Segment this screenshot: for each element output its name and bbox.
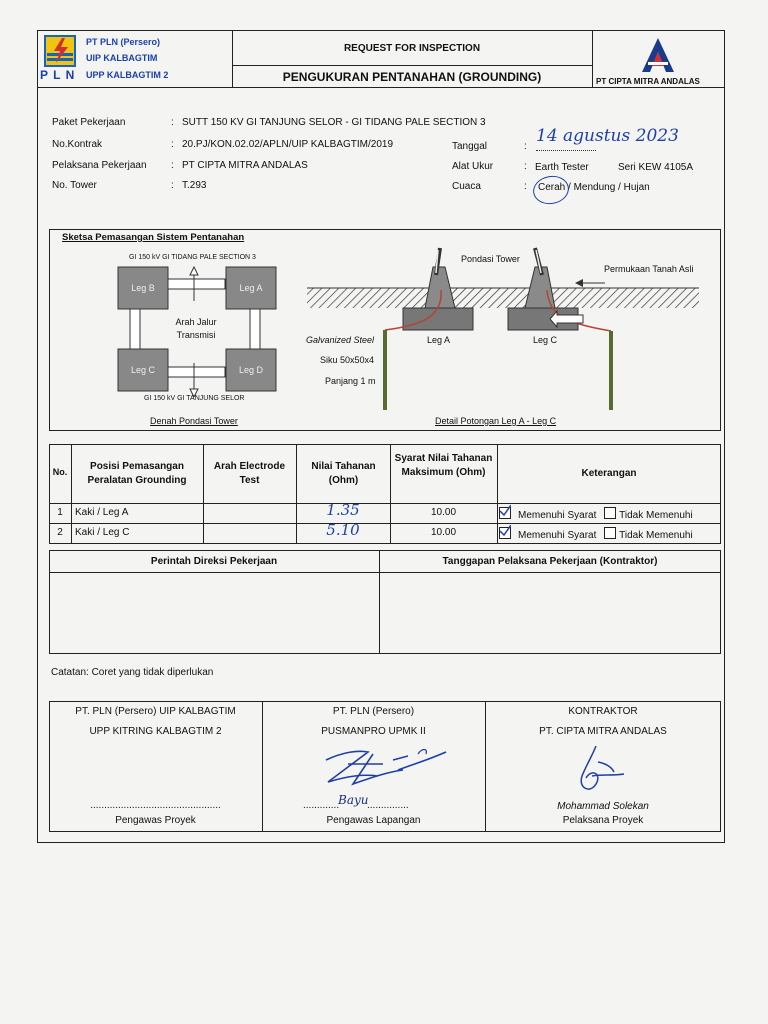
panjang-label: Panjang 1 m xyxy=(325,376,376,386)
tanggal-value: 14 agustus 2023 xyxy=(536,126,679,146)
row2-memenuhi-checkbox[interactable] xyxy=(499,527,511,539)
tanggal-label: Tanggal xyxy=(452,141,488,152)
row2-tidak-label: Tidak Memenuhi xyxy=(619,530,693,541)
sig1-role: Pengawas Proyek xyxy=(115,815,196,826)
row1-memenuhi-label: Memenuhi Syarat xyxy=(518,510,597,521)
cuaca-value: Cerah / Mendung / Hujan xyxy=(538,182,650,193)
detail-leg-c-label: Leg C xyxy=(533,335,558,345)
sig3-signature-image xyxy=(568,742,628,797)
sig2-dots2: ............... xyxy=(367,800,409,811)
leg-c-label: Leg C xyxy=(130,365,156,375)
row1-tidak-checkbox[interactable] xyxy=(604,507,616,519)
arah-jalur-label: Arah Jalur xyxy=(175,317,217,327)
pelaksana-label: Pelaksana Pekerjaan xyxy=(52,160,147,171)
transmisi-label: Transmisi xyxy=(176,330,216,340)
sig1-org2: UPP KITRING KALBAGTIM 2 xyxy=(89,726,222,737)
catatan-note: Catatan: Coret yang tidak diperlukan xyxy=(51,667,214,678)
th-no: No. xyxy=(52,467,68,477)
kontrak-label: No.Kontrak xyxy=(52,139,103,150)
seri-value: Seri KEW 4105A xyxy=(618,162,694,173)
sig2-role: Pengawas Lapangan xyxy=(326,815,421,826)
kontrak-value: 20.PJ/KON.02.02/APLN/UIP KALBAGTIM/2019 xyxy=(182,139,394,150)
sig2-org1: PT. PLN (Persero) xyxy=(332,706,415,717)
galvanized-label: Galvanized Steel xyxy=(306,335,375,345)
pln-company: PT PLN (Persero) xyxy=(86,37,161,47)
leg-b-label: Leg B xyxy=(131,283,155,293)
pondasi-tower-label: Pondasi Tower xyxy=(461,254,520,264)
tanggal-dotted-line xyxy=(536,150,596,151)
row1-syarat: 10.00 xyxy=(430,507,457,518)
th-nilai: Nilai Tahanan (Ohm) xyxy=(311,461,376,486)
row2-memenuhi-label: Memenuhi Syarat xyxy=(518,530,597,541)
siku-label: Siku 50x50x4 xyxy=(320,355,375,365)
row2-tidak-checkbox[interactable] xyxy=(604,527,616,539)
sig3-org2: PT. CIPTA MITRA ANDALAS xyxy=(539,726,667,737)
row2-no: 2 xyxy=(57,527,63,538)
gi-bottom-label: GI 150 kV GI TANJUNG SELOR xyxy=(144,395,245,402)
row2-posisi: Kaki / Leg C xyxy=(75,527,130,538)
detail-caption: Detail Potongan Leg A - Leg C xyxy=(435,416,557,426)
th-syarat: Syarat Nilai Tahanan Maksimum (Ohm) xyxy=(394,453,493,478)
row2-nilai: 5.10 xyxy=(326,521,360,539)
leg-d-label: Leg D xyxy=(238,365,264,375)
sig2-signature-image xyxy=(318,742,453,792)
row2-keterangan xyxy=(499,527,693,541)
pln-logo-text: P L N xyxy=(40,68,76,82)
sig1-org1: PT. PLN (Persero) UIP KALBAGTIM xyxy=(75,706,236,717)
pln-unit: UIP KALBAGTIM xyxy=(86,53,158,63)
paket-value: SUTT 150 KV GI TANJUNG SELOR - GI TIDANG PALE SECTION 3 xyxy=(182,117,486,128)
doc-title: PENGUKURAN PENTANAHAN (GROUNDING) xyxy=(282,70,542,84)
detail-leg-a-label: Leg A xyxy=(427,335,451,345)
row2-syarat: 10.00 xyxy=(430,527,457,538)
cma-logo-icon xyxy=(638,36,678,74)
tower-label: No. Tower xyxy=(52,180,97,191)
row1-memenuhi-checkbox[interactable] xyxy=(499,507,511,519)
alat-value: Earth Tester xyxy=(535,162,589,173)
sig2-org2: PUSMANPRO UPMK II xyxy=(321,726,426,737)
permukaan-label: Permukaan Tanah Asli xyxy=(604,264,694,274)
denah-caption: Denah Pondasi Tower xyxy=(150,416,238,426)
cuaca-label: Cuaca xyxy=(452,181,481,192)
sig3-name: Mohammad Solekan xyxy=(557,801,649,812)
sig2-name: Bayu xyxy=(338,793,369,807)
gi-top-label: GI 150 kV GI TIDANG PALE SECTION 3 xyxy=(129,254,256,261)
tower-value: T.293 xyxy=(182,180,207,191)
row1-tidak-label: Tidak Memenuhi xyxy=(619,510,693,521)
sig3-role: Pelaksana Proyek xyxy=(562,815,644,826)
th-keterangan: Keterangan xyxy=(581,468,637,479)
perintah-header: Perintah Direksi Pekerjaan xyxy=(150,556,278,567)
th-arah: Arah Electrode Test xyxy=(213,461,286,486)
contractor-name: PT CIPTA MITRA ANDALAS xyxy=(596,77,700,86)
th-posisi: Posisi Pemasangan Peralatan Grounding xyxy=(87,461,187,486)
row1-no: 1 xyxy=(57,507,63,518)
pln-logo-icon xyxy=(44,35,76,67)
paket-label: Paket Pekerjaan xyxy=(52,117,126,128)
sig3-org1: KONTRAKTOR xyxy=(568,706,638,717)
sketch-title: Sketsa Pemasangan Sistem Pentanahan xyxy=(62,232,245,243)
pelaksana-value: PT CIPTA MITRA ANDALAS xyxy=(182,160,308,171)
sig2-dots: ............. xyxy=(303,800,340,811)
alat-label: Alat Ukur xyxy=(452,161,494,172)
pln-upp: UPP KALBAGTIM 2 xyxy=(86,70,169,80)
sig1-dots: ............................................... xyxy=(90,800,221,811)
request-title: REQUEST FOR INSPECTION xyxy=(343,43,481,54)
leg-a-label: Leg A xyxy=(239,283,263,293)
row1-nilai: 1.35 xyxy=(326,501,360,519)
row1-keterangan xyxy=(499,507,693,521)
tanggapan-header: Tanggapan Pelaksana Pekerjaan (Kontraktor) xyxy=(442,556,658,567)
row1-posisi: Kaki / Leg A xyxy=(75,507,129,518)
